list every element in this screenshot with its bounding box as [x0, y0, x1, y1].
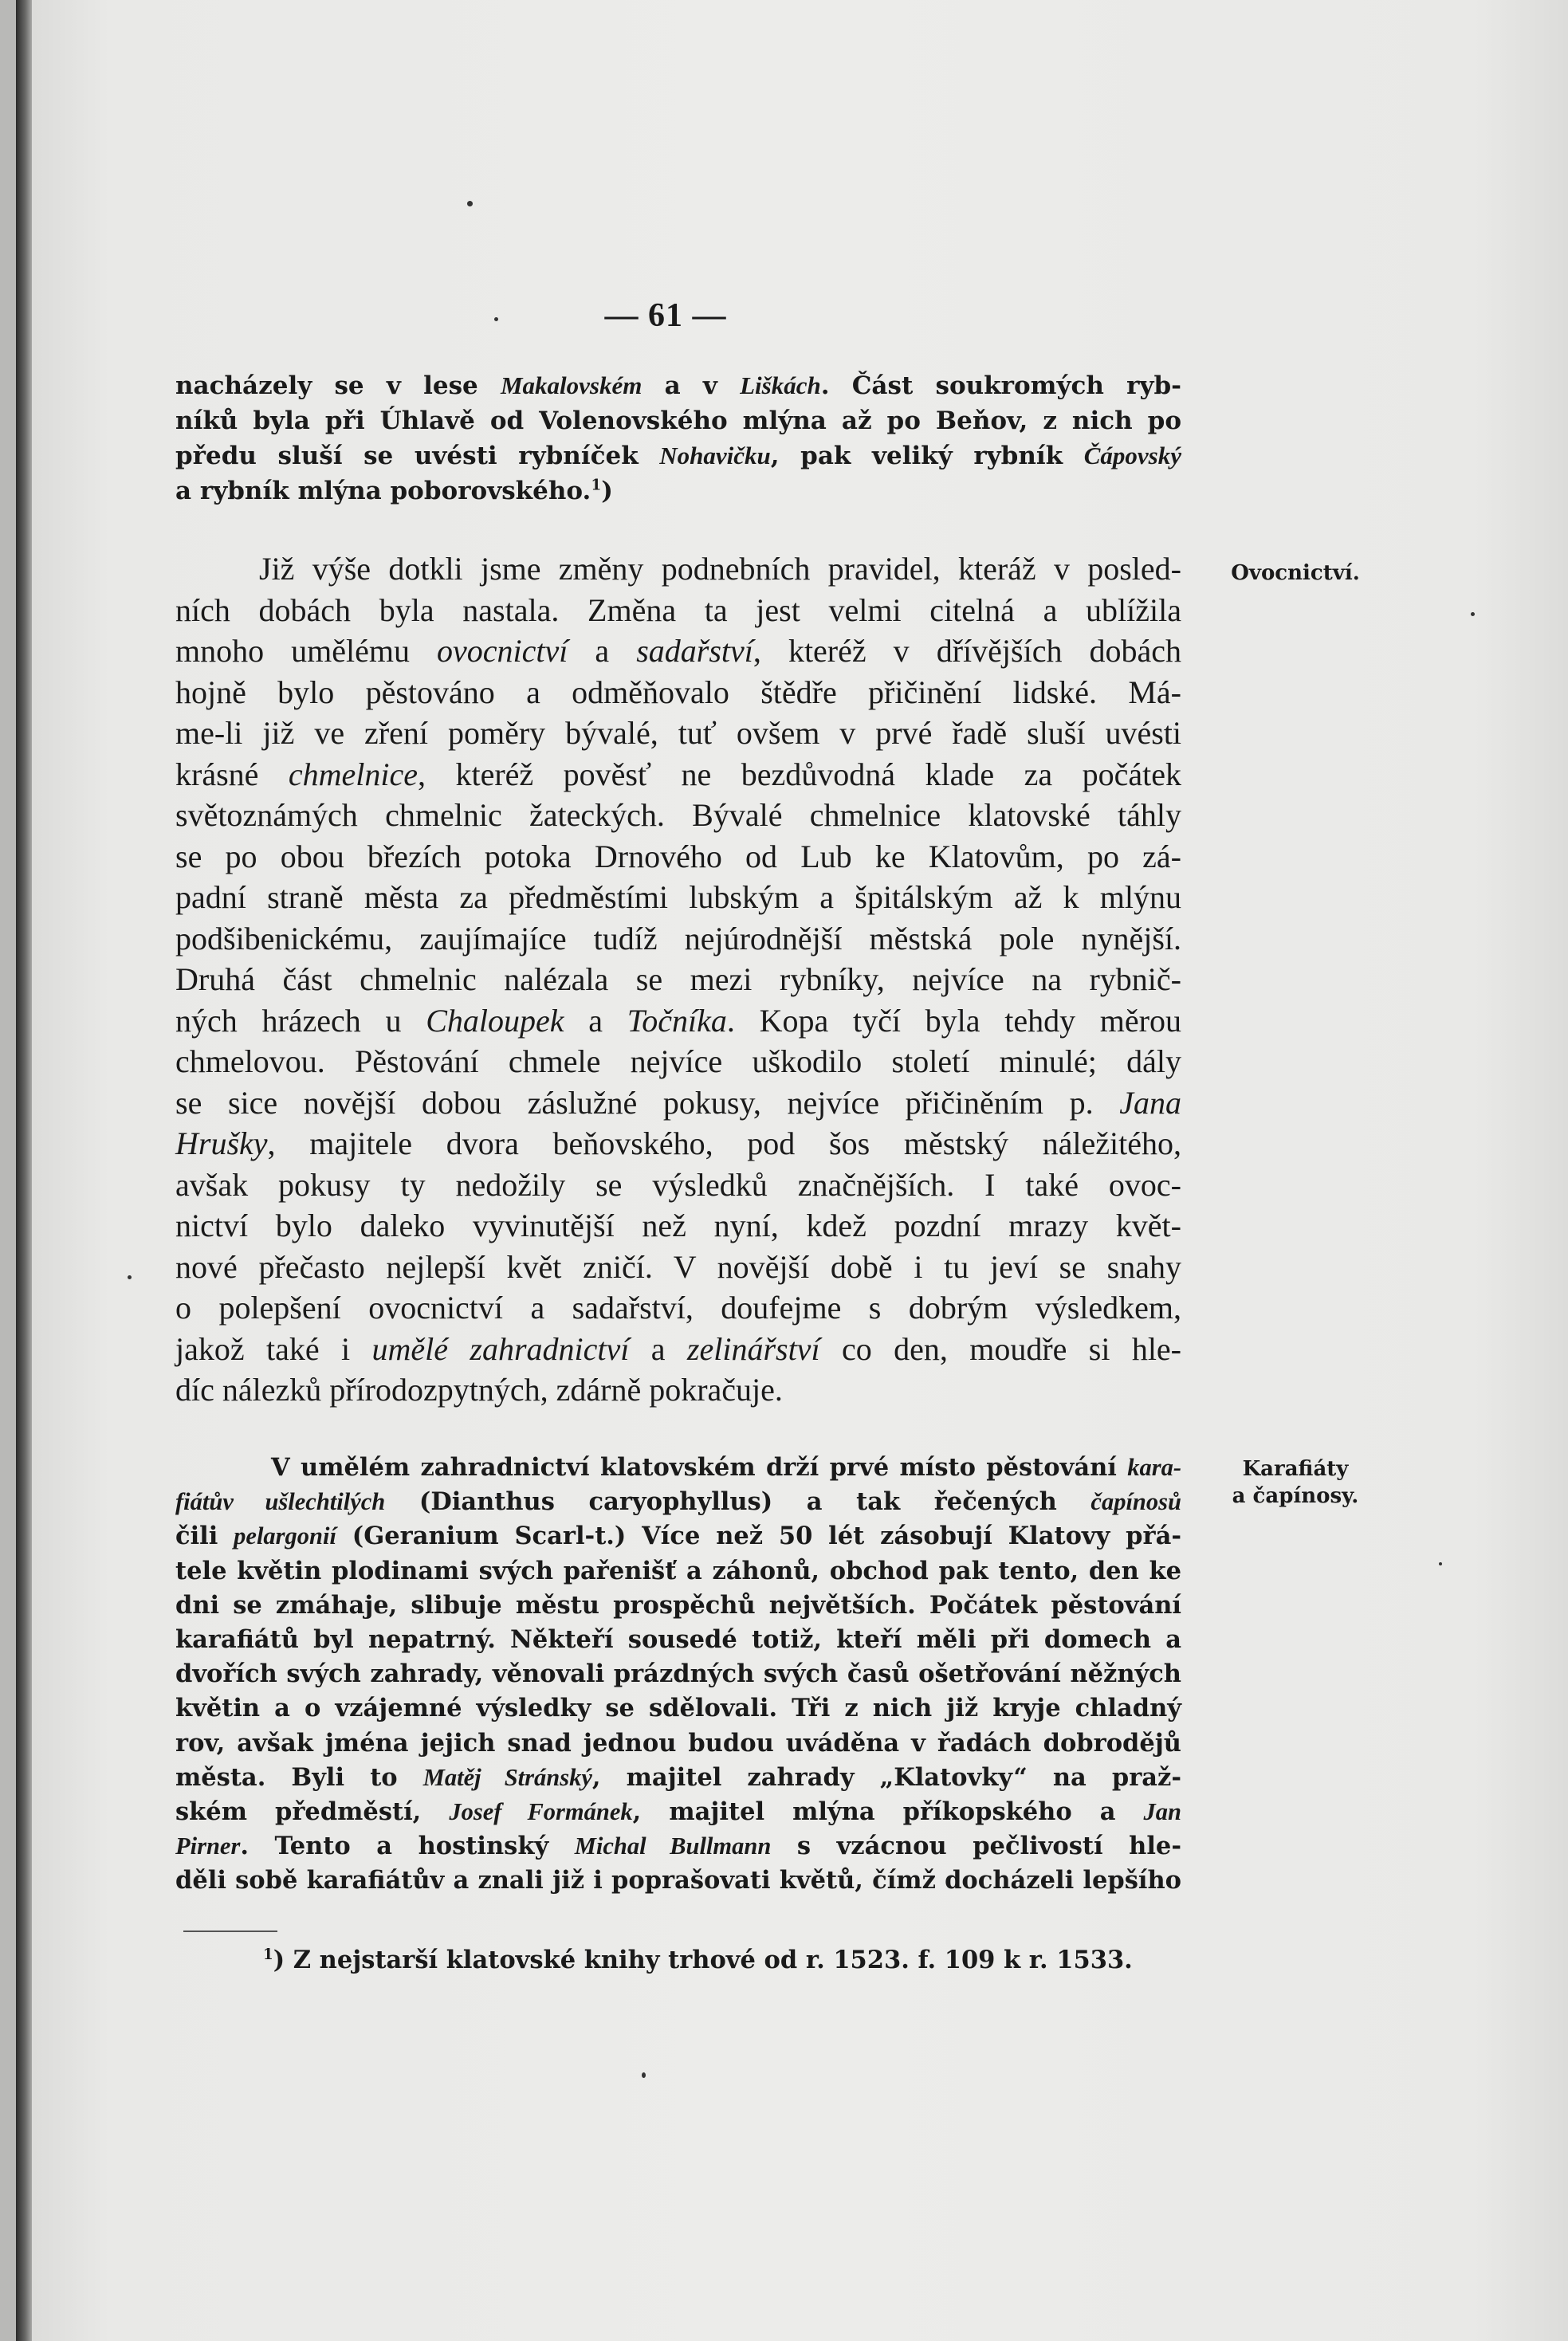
text-line: děli sobě karafiátův a znali již i poprašovati květů, čímž docházeli lepšího	[175, 1866, 1181, 1895]
footnote-mark: 1	[263, 1946, 273, 1963]
scanned-page	[16, 0, 1568, 2341]
text-line: chmelovou. Pěstování chmele nejvíce uškodilo století minulé; dály	[175, 1043, 1181, 1079]
text-line: jakož také i umělé zahradnictví a zelinářství co den, moudře si hle-	[175, 1330, 1182, 1367]
margin-note-line: a čapínosy.	[1232, 1484, 1359, 1508]
text-line: se po obou březích potoka Drnového od Lub ke Klatovům, po zá-	[175, 838, 1181, 874]
text-line: mnoho umělému ovocnictví a sadařství, kteréž v dřívějších dobách	[175, 633, 1181, 669]
text-line: rov, avšak jména jejich snad jednou budou uváděna v řadách dobrodějů	[175, 1728, 1181, 1758]
margin-note-ovocnictvi: Ovocnictví.	[1231, 561, 1360, 585]
text-line: díc nálezků přírodozpytných, zdárně pokračuje.	[175, 1372, 783, 1408]
text-line: Pirner. Tento a hostinský Michal Bullmann s vzácnou pečlivostí hle-	[175, 1832, 1181, 1861]
text-line: světoznámých chmelnic žateckých. Bývalé chmelnice klatovské táhly	[175, 797, 1181, 833]
text-line: předu sluší se uvésti rybníček Nohavičku, pak veliký rybník Čápovský	[175, 442, 1181, 470]
text-line: nové přečasto nejlepší květ zničí. V novější době i tu jeví se snahy	[175, 1248, 1181, 1285]
text-line: dni se zmáhaje, slibuje městu prospěchů největších. Počátek pěstování	[175, 1590, 1181, 1620]
text-line: níků byla při Úhlavě od Volenovského mlýna až po Beňov, z nich po	[175, 407, 1181, 435]
text-line: tele květin plodinami svých pařenišť a záhonů, obchod pak tento, den ke	[175, 1556, 1181, 1585]
footnote-reference: 1	[591, 477, 602, 494]
text-line: Hrušky, majitele dvora beňovského, pod šos městský náležitého,	[175, 1125, 1181, 1161]
text-line: ních dobách byla nastala. Změna ta jest velmi citelná a ublížila	[175, 591, 1181, 628]
text-line: hojně bylo pěstováno a odměňovalo štědře přičinění lidské. Má-	[175, 674, 1181, 710]
text-line: ných hrázech u Chaloupek a Točníka. Kopa tyčí byla tehdy měrou	[175, 1002, 1181, 1039]
text-line: čili pelargonií (Geranium Scarl-t.) Více než 50 lét zásobují Klatovy přá-	[175, 1522, 1181, 1551]
lead-paragraph	[175, 368, 1181, 509]
footnote: $^1$) Z nejstarší klatovské knihy trhové od r. 1523. f. 109 k r. 1533.	[263, 1946, 1133, 1974]
main-paragraph	[175, 548, 1181, 1411]
text-line: a rybník mlýna poborovského.$^1$)	[175, 477, 613, 505]
text-line: nictví bylo daleko vyvinutější než nyní, kdež pozdní mrazy květ-	[175, 1208, 1181, 1243]
scan-speck	[467, 201, 473, 206]
text-line: města. Byli to Matěj Stránský, majitel zahrady „Klatovky“ na praž-	[175, 1762, 1182, 1792]
text-line: avšak pokusy ty nedožily se výsledků značnějších. I také ovoc-	[175, 1166, 1181, 1203]
text-line: karafiátů byl nepatrný. Někteří sousedé totiž, kteří měli při domech a	[175, 1625, 1181, 1655]
scan-speck	[494, 317, 498, 321]
text-line: o polepšení ovocnictví a sadařství, doufejme s dobrým výsledkem,	[175, 1290, 1181, 1326]
text-line: padní straně města za předměstími lubským a špitálským až k mlýnu	[175, 879, 1181, 915]
scan-speck	[642, 2072, 646, 2078]
text-line: ském předměstí, Josef Formánek, majitel mlýna příkopského a Jan	[175, 1797, 1181, 1827]
karafiaty-paragraph	[175, 1451, 1181, 1899]
text-line: dvořích svých zahrady, věnovali prázdných svých časů ošetřování něžných	[175, 1660, 1181, 1689]
footnote-divider	[183, 1931, 277, 1932]
text-line: Druhá část chmelnic nalézala se mezi rybníky, nejvíce na rybnič-	[175, 961, 1181, 997]
text-line: nacházely se v lese Makalovském a v Liškách. Část soukromých ryb-	[175, 371, 1181, 400]
scan-speck	[1471, 612, 1475, 616]
text-line: fiátův ušlechtilých (Dianthus caryophyllus) a tak řečených čapínosů	[175, 1487, 1181, 1517]
text-line: V umělém zahradnictví klatovském drží prvé místo pěstování kara-	[271, 1453, 1181, 1482]
margin-note-line: Karafiáty	[1242, 1457, 1349, 1481]
text-line: podšibenickému, zaujímajíce tudíž nejúrodnější městská pole nynější.	[175, 920, 1181, 956]
page-number: — 61 —	[604, 297, 727, 334]
text-line: krásné chmelnice, kteréž pověsť ne bezdůvodná klade za počátek	[175, 756, 1181, 792]
book-binding-edge	[16, 0, 32, 2341]
text-line: květin a o vzájemné výsledky se sdělovali. Tři z nich již kryje chladný	[175, 1694, 1181, 1723]
scan-speck	[128, 1275, 132, 1279]
margin-note-karafiaty	[1212, 1455, 1379, 1510]
scan-speck	[1439, 1562, 1442, 1565]
text-line: se sice novější dobou záslužné pokusy, nejvíce přičiněním p. Jana	[175, 1084, 1181, 1121]
text-line: me-li již ve zření poměry bývalé, tuť ovšem v prvé řadě sluší uvésti	[175, 715, 1181, 751]
text-line: Již výše dotkli jsme změny podnebních pravidel, kteráž v posled-	[259, 551, 1181, 587]
